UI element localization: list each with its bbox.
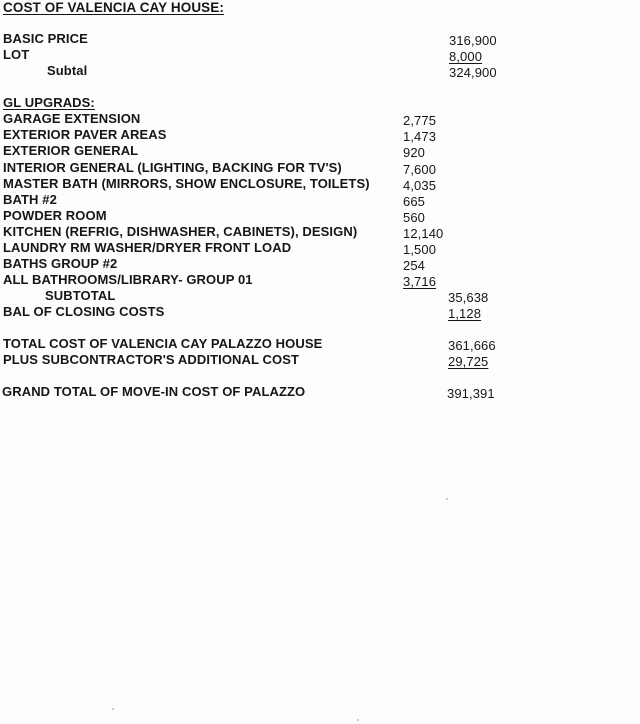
upgrade-item-value: 665	[403, 194, 425, 209]
scan-speck	[446, 498, 448, 500]
upgrade-item-label: EXTERIOR GENERAL	[3, 143, 139, 158]
upgrades-subtotal-value: 35,638	[448, 290, 489, 305]
upgrade-item-label: INTERIOR GENERAL (LIGHTING, BACKING FOR TV'S)	[3, 160, 342, 175]
upgrade-item-label: KITCHEN (REFRIG, DISHWASHER, CABINETS), DESIGN)	[3, 224, 358, 239]
base-subtotal-label: Subtal	[47, 63, 88, 78]
lot-label: LOT	[3, 47, 30, 62]
scan-speck	[112, 708, 114, 710]
upgrades-heading: GL UPGRADS:	[3, 95, 95, 110]
upgrade-item-value: 920	[403, 145, 425, 160]
upgrade-item-value: 1,473	[403, 129, 437, 144]
upgrade-item-value: 1,500	[403, 242, 437, 257]
upgrade-item-value: 7,600	[403, 162, 437, 177]
upgrade-item-label: MASTER BATH (MIRRORS, SHOW ENCLOSURE, TOILETS)	[3, 176, 370, 191]
upgrade-item-label: ALL BATHROOMS/LIBRARY- GROUP 01	[3, 272, 253, 287]
upgrade-item-label: POWDER ROOM	[3, 208, 107, 223]
document-title: COST OF VALENCIA CAY HOUSE:	[3, 0, 224, 15]
closing-costs-label: BAL OF CLOSING COSTS	[3, 304, 165, 319]
upgrade-item-label: EXTERIOR PAVER AREAS	[3, 127, 167, 142]
basic-price-value: 316,900	[449, 33, 497, 48]
total-cost-label: TOTAL COST OF VALENCIA CAY PALAZZO HOUSE	[3, 336, 323, 351]
upgrade-item-value: 12,140	[403, 226, 444, 241]
upgrade-item-value: 254	[403, 258, 425, 273]
subcontractor-cost-value: 29,725	[448, 354, 489, 369]
scan-speck	[357, 719, 359, 721]
grand-total-value: 391,391	[447, 386, 495, 401]
upgrade-item-label: GARAGE EXTENSION	[3, 111, 141, 126]
upgrade-item-label: LAUNDRY RM WASHER/DRYER FRONT LOAD	[3, 240, 292, 255]
upgrade-item-value: 4,035	[403, 178, 437, 193]
upgrade-item-label: BATHS GROUP #2	[3, 256, 118, 271]
upgrade-item-value: 560	[403, 210, 425, 225]
base-subtotal-value: 324,900	[449, 65, 497, 80]
upgrade-item-label: BATH #2	[3, 192, 57, 207]
grand-total-label: GRAND TOTAL OF MOVE-IN COST OF PALAZZO	[2, 384, 306, 399]
basic-price-label: BASIC PRICE	[3, 31, 88, 46]
upgrade-item-value: 3,716	[403, 274, 437, 289]
closing-costs-value: 1,128	[448, 306, 482, 321]
upgrade-item-value: 2,775	[403, 113, 437, 128]
subcontractor-cost-label: PLUS SUBCONTRACTOR'S ADDITIONAL COST	[3, 352, 300, 367]
total-cost-value: 361,666	[448, 338, 496, 353]
lot-value: 8,000	[449, 49, 483, 64]
upgrades-subtotal-label: SUBTOTAL	[45, 288, 116, 303]
